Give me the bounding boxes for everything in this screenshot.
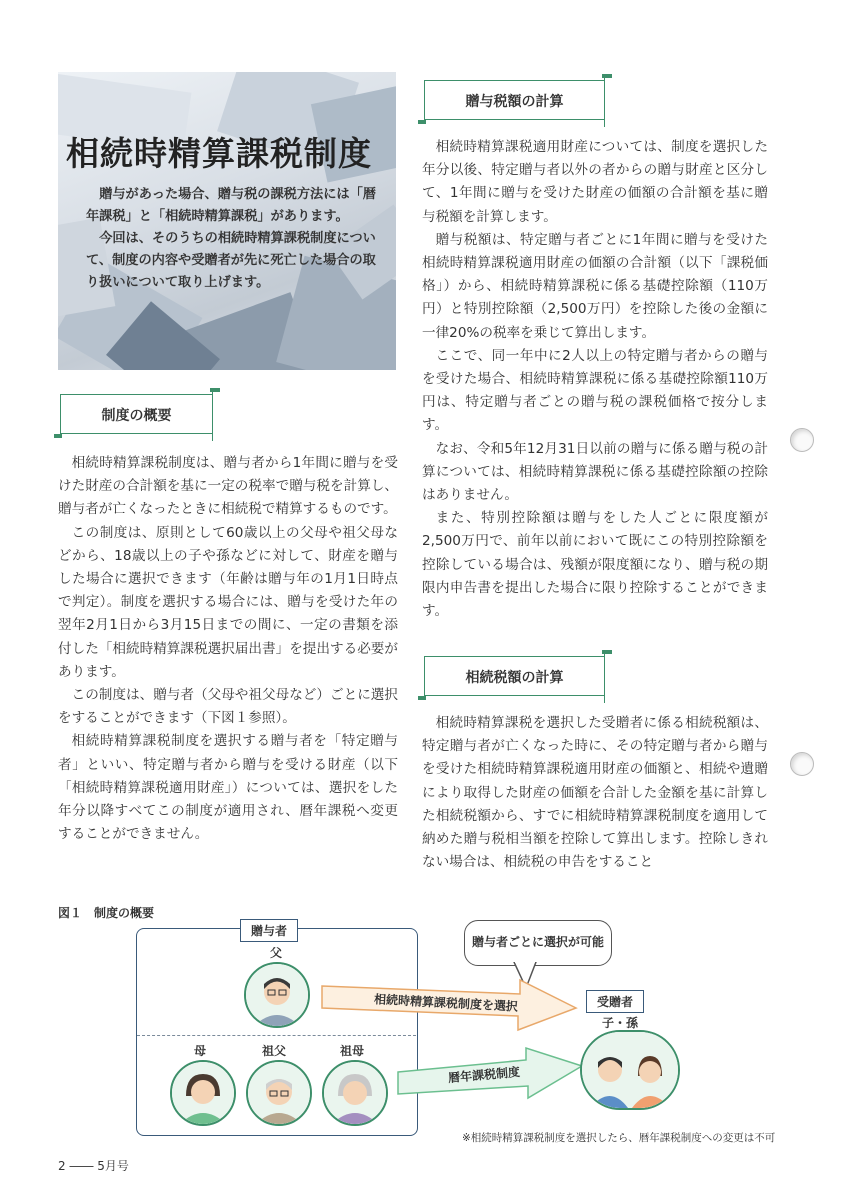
lead-paragraph: 今回は、そのうちの相続時精算課税制度について、制度の内容や受贈者が先に死亡した場合の取り扱いについて取り上げます。: [86, 231, 376, 290]
overview-body: [58, 452, 398, 846]
figure-caption: 図１ 制度の概要: [58, 906, 155, 920]
section-heading-overview: 制度の概要: [60, 394, 212, 434]
inheritance-tax-body: [422, 712, 768, 874]
donor-label: 贈与者: [240, 919, 298, 942]
gift-tax-body: [422, 136, 768, 623]
paragraph: ここで、同一年中に2人以上の特定贈与者からの贈与を受けた場合、相続時精算課税に係る基礎控除額110万円は、特定贈与者ごとの贈与税の課税価格で按分します。: [422, 347, 768, 434]
paragraph: 相続時精算課税適用財産については、制度を選択した年分以後、特定贈与者以外の者からの贈与財産と区分して、1年間に贈与を受けた財産の価額の合計額を基に贈与税額を計算します。: [422, 139, 768, 225]
figure-note: ※相続時精算課税制度を選択したら、暦年課税制度への変更は不可: [462, 1132, 776, 1144]
page-footer: 2 ―― 5月号: [58, 1159, 129, 1173]
grandfather-avatar: [246, 1060, 312, 1126]
mother-label: 母: [194, 1044, 207, 1058]
binder-hole-icon: [790, 428, 814, 452]
arrow-top-label: 相続時精算課税制度を選択: [373, 992, 519, 1014]
section-heading-gift-tax: 贈与税額の計算: [424, 80, 604, 120]
paragraph: 贈与税額は、特定贈与者ごとに1年間に贈与を受けた相続時精算課税適用財産の価額の合計額（以下「課税価格」）から、相続時精算課税に係る基礎控除額（110万円）と特別控除額（2,500万円）を控除した後の金額に一律20%の税率を乗じて算出します。: [422, 231, 768, 341]
grandmother-avatar: [322, 1060, 388, 1126]
paragraph: この制度は、原則として60歳以上の父母や祖父母などから、18歳以上の子や孫などに対して、財産を贈与した場合に選択できます（年齢は贈与年の1月1日時点で判定）。制度を選択する場合には、贈与を受けた年の翌年2月1日から3月15日までの間に、一定の書類を添付した「相続時精算課税選択届出書」を提出する必要があります。: [58, 524, 398, 680]
father-label: 父: [270, 946, 283, 960]
paragraph: なお、令和5年12月31日以前の贈与に係る贈与税の計算については、相続時精算課税に係る基礎控除額の控除はありません。: [422, 440, 768, 504]
paragraph: 相続時精算課税を選択した受贈者に係る相続税額は、特定贈与者が亡くなった時に、その特定贈与者から贈与を受けた相続時精算課税適用財産の価額と、相続や遺贈により取得した財産の価額を合計した金額を基に計算した相続税額から、すでに相続時精算課税制度を適用して納めた贈与税相当額を控除して算出します。控除しきれない場合は、相続税の申告をすること: [422, 715, 768, 871]
speech-bubble: 贈与者ごとに選択が可能: [464, 920, 612, 966]
mother-avatar: [170, 1060, 236, 1126]
paragraph: 相続時精算課税制度を選択する贈与者を「特定贈与者」といい、特定贈与者から贈与を受ける財産（以下「相続時精算課税適用財産」）については、選択をした年分以降すべてこの制度が適用され、暦年課税へ変更することができません。: [58, 733, 398, 843]
lead-paragraph: 贈与があった場合、贈与税の課税方法には「暦年課税」と「相続時精算課税」があります。: [86, 187, 376, 224]
recipient-sub-label: 子・孫: [602, 1016, 639, 1030]
donor-divider: [137, 1035, 416, 1036]
recipient-avatar: [580, 1030, 680, 1110]
grandmother-label: 祖母: [340, 1044, 365, 1058]
paragraph: また、特別控除額は贈与をした人ごとに限度額が2,500万円で、前年以前において既にこの特別控除額を控除している場合は、残額が限度額になり、贈与税の期限内申告書を提出した場合に限り控除することができます。: [422, 510, 768, 620]
binder-hole-icon: [790, 752, 814, 776]
father-avatar: [244, 962, 310, 1028]
page-title: 相続時精算課税制度: [66, 134, 372, 173]
paragraph: この制度は、贈与者（父母や祖父母など）ごとに選択をすることができます（下図１参照）。: [58, 687, 398, 727]
lead-text: [86, 184, 376, 294]
section-heading-inheritance-tax: 相続税額の計算: [424, 656, 604, 696]
recipient-label: 受贈者: [586, 990, 644, 1013]
paragraph: 相続時精算課税制度は、贈与者から1年間に贈与を受けた財産の合計額を基に一定の税率で贈与税を計算し、贈与者が亡くなったときに相続税で精算するものです。: [58, 455, 398, 518]
grandfather-label: 祖父: [262, 1044, 287, 1058]
arrow-bottom-label: 暦年課税制度: [447, 1064, 521, 1086]
